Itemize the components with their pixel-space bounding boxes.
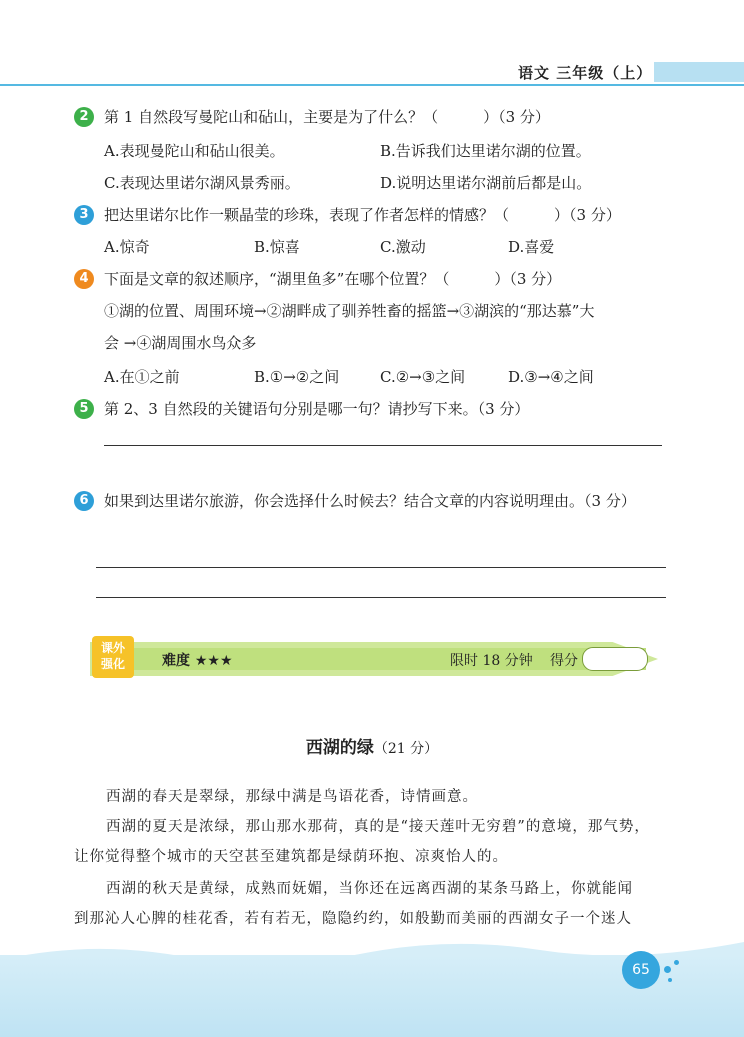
difficulty-label: 难度 ★★★ — [162, 653, 233, 669]
decor-dot — [664, 966, 671, 973]
sequence-line-2: 会 →④湖周围水鸟众多 — [104, 334, 257, 352]
page-number: 65 — [622, 951, 660, 989]
question-number-badge: 5 — [74, 399, 94, 419]
option-c[interactable]: C.②→③之间 — [380, 368, 466, 386]
article-title — [0, 733, 744, 758]
article-title-text: 西湖的绿 — [305, 738, 374, 758]
decor-dot — [674, 960, 679, 965]
option-a[interactable]: A.惊奇 — [104, 238, 150, 256]
question-text: 第 2、3 自然段的关键语句分别是哪一句？请抄写下来。（3 分） — [104, 400, 530, 418]
option-d[interactable]: D.③→④之间 — [508, 368, 594, 386]
header-tab-decoration — [654, 62, 744, 82]
article-paragraph: 西湖的夏天是浓绿，那山那水那荷，真的是“接天莲叶无穷碧”的意境，那气势， — [106, 819, 650, 835]
question-text: 把达里诺尔比作一颗晶莹的珍珠，表现了作者怎样的情感？（ ）（3 分） — [104, 206, 621, 224]
question-number-badge: 6 — [74, 491, 94, 511]
answer-line[interactable] — [96, 567, 666, 568]
option-a[interactable]: A.表现曼陀山和砧山很美。 — [104, 142, 285, 160]
badge-line-2: 强化 — [100, 657, 125, 671]
answer-line[interactable] — [104, 445, 662, 446]
page-header-title: 语文 三年级（上） — [518, 64, 653, 82]
option-c[interactable]: C.激动 — [380, 238, 426, 256]
article-score: （21 分） — [373, 741, 439, 757]
question-number-badge: 3 — [74, 205, 94, 225]
score-label: 得分 — [550, 653, 578, 669]
question-text: 第 1 自然段写曼陀山和砧山，主要是为了什么？（ ）（3 分） — [104, 108, 550, 126]
question-text: 如果到达里诺尔旅游，你会选择什么时候去？结合文章的内容说明理由。（3 分） — [104, 492, 636, 510]
option-c[interactable]: C.表现达里诺尔湖风景秀丽。 — [104, 174, 300, 192]
question-number-badge: 2 — [74, 107, 94, 127]
sequence-line-1: ①湖的位置、周围环境→②湖畔成了驯养牲畜的摇篮→③湖滨的“那达慕”大 — [104, 302, 595, 320]
extra-practice-badge — [92, 636, 134, 678]
badge-line-1: 课外 — [100, 641, 125, 655]
option-d[interactable]: D.说明达里诺尔湖前后都是山。 — [380, 174, 592, 192]
option-b[interactable]: B.①→②之间 — [254, 368, 340, 386]
time-limit-label: 限时 18 分钟 — [450, 653, 533, 669]
question-text: 下面是文章的叙述顺序，“湖里鱼多”在哪个位置？（ ）（3 分） — [104, 270, 562, 288]
article-paragraph: 西湖的秋天是黄绿，成熟而妩媚，当你还在远离西湖的某条马路上，你就能闻 — [106, 881, 633, 897]
header-divider — [0, 84, 744, 86]
option-b[interactable]: B.告诉我们达里诺尔湖的位置。 — [380, 142, 591, 160]
article-paragraph: 让你觉得整个城市的天空甚至建筑都是绿荫环抱、凉爽怡人的。 — [74, 849, 508, 865]
answer-line[interactable] — [96, 597, 666, 598]
option-d[interactable]: D.喜爱 — [508, 238, 555, 256]
question-number-badge: 4 — [74, 269, 94, 289]
option-b[interactable]: B.惊喜 — [254, 238, 300, 256]
decor-dot — [668, 978, 672, 982]
article-paragraph: 西湖的春天是翠绿，那绿中满是鸟语花香，诗情画意。 — [106, 789, 478, 805]
article-paragraph: 到那沁人心脾的桂花香，若有若无，隐隐约约，如般勤而美丽的西湖女子一个迷人 — [74, 911, 632, 927]
score-box[interactable] — [582, 647, 648, 671]
option-a[interactable]: A.在①之前 — [104, 368, 180, 386]
